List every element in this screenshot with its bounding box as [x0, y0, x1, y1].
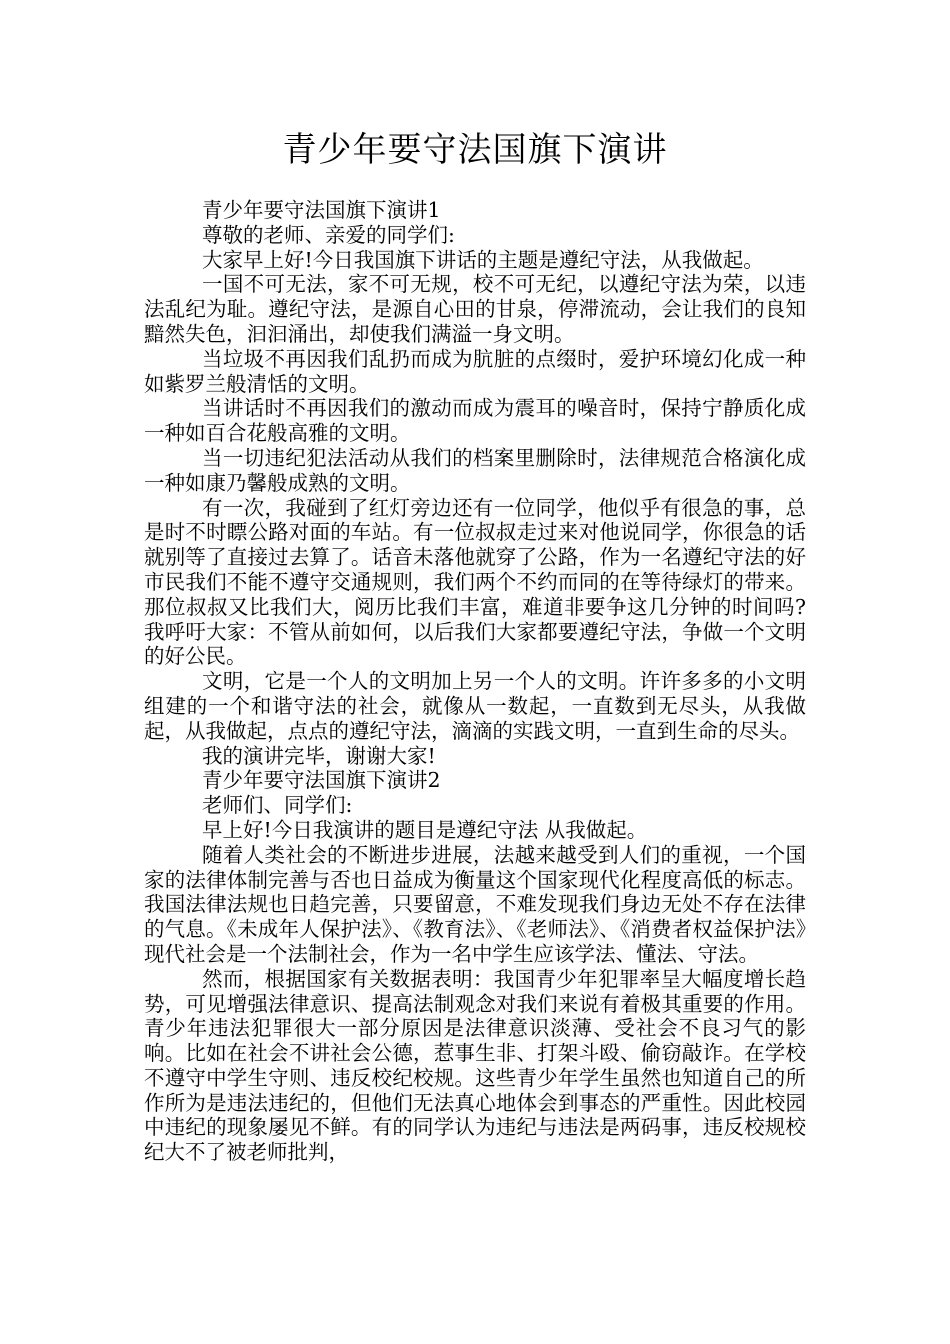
- paragraph-14: 随着人类社会的不断进步进展，法越来越受到人们的重视，一个国家的法律体制完善与否也日益成为衡量这个国家现代化程度高低的标志。我国法律法规也日趋完善，只要留意，不难发现我们身边无处不存在法律的气息。《未成年人保护法》、《教育法》、《老师法》、《消费者权益保护法》现代社会是一个法制社会，作为一名中学生应该学法、懂法、守法。: [144, 842, 806, 966]
- document-body: [144, 198, 806, 1165]
- paragraph-10: 我的演讲完毕，谢谢大家!: [202, 743, 436, 768]
- paragraph-4: 一国不可无法，家不可无规，校不可无纪，以遵纪守法为荣，以违法乱纪为耻。遵纪守法，是源自心田的甘泉，停滞流动，会让我们的良知黯然失色，汩汩涌出，却使我们满溢一身文明。: [144, 272, 806, 346]
- paragraph-2: 尊敬的老师、亲爱的同学们:: [202, 222, 455, 247]
- paragraph-9: 文明，它是一个人的文明加上另一个人的文明。许许多多的小文明组建的一个和谐守法的社会，就像从一数起，一直数到无尽头，从我做起，从我做起，点点的遵纪守法，滴滴的实践文明，一直到生命的尽头。: [144, 669, 806, 743]
- paragraph-15: 然而，根据国家有关数据表明：我国青少年犯罪率呈大幅度增长趋势，可见增强法律意识、提高法制观念对我们来说有着极其重要的作用。青少年违法犯罪很大一部分原因是法律意识淡薄、受社会不良习气的影响。比如在社会不讲社会公德，惹事生非、打架斗殴、偷窃敲诈。在学校不遵守中学生守则、违反校纪校规。这些青少年学生虽然也知道自己的所作所为是违法违纪的，但他们无法真心地体会到事态的严重性。因此校园中违纪的现象屡见不鲜。有的同学认为违纪与违法是两码事，违反校规校纪大不了被老师批判，: [144, 966, 806, 1165]
- paragraph-1: 青少年要守法国旗下演讲1: [202, 198, 441, 222]
- paragraph-12: 老师们、同学们:: [202, 793, 353, 818]
- paragraph-7: 当一切违纪犯法活动从我们的档案里删除时，法律规范合格演化成一种如康乃馨般成熟的文明。: [144, 445, 806, 495]
- paragraph-8: 有一次，我碰到了红灯旁边还有一位同学，他似乎有很急的事，总是时不时瞟公路对面的车站。有一位叔叔走过来对他说同学，你很急的话就别等了直接过去算了。话音未落他就穿了公路，作为一名遵纪守法的好市民我们不能不遵守交通规则，我们两个不约而同的在等待绿灯的带来。那位叔叔又比我们大，阅历比我们丰富，难道非要争这几分钟的时间吗?我呼吁大家：不管从前如何，以后我们大家都要遵纪守法，争做一个文明的好公民。: [144, 495, 806, 669]
- paragraph-13: 早上好!今日我演讲的题目是遵纪守法 从我做起。: [202, 817, 648, 842]
- document-title: 青少年要守法国旗下演讲: [282, 130, 668, 170]
- paragraph-5: 当垃圾不再因我们乱扔而成为肮脏的点缀时，爱护环境幻化成一种如紫罗兰般清恬的文明。: [144, 346, 806, 396]
- paragraph-3: 大家早上好!今日我国旗下讲话的主题是遵纪守法，从我做起。: [202, 247, 764, 272]
- paragraph-11: 青少年要守法国旗下演讲2: [202, 768, 441, 793]
- paragraph-6: 当讲话时不再因我们的激动而成为震耳的噪音时，保持宁静质化成一种如百合花般高雅的文明。: [144, 396, 806, 446]
